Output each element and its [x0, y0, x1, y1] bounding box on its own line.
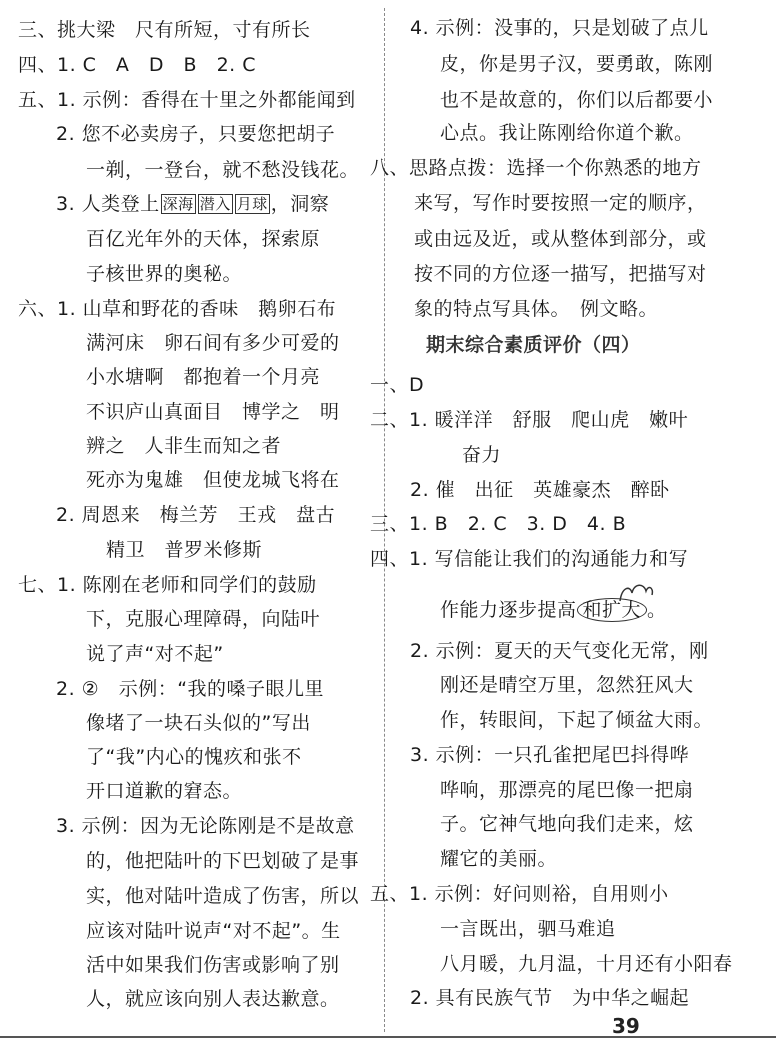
- answer-line: 五、1. 示例：好问则裕，自用则小: [370, 883, 669, 905]
- answer-line: 一剃，一登台，就不愁没钱花。: [86, 159, 360, 181]
- answer-line: 或由远及近，或从整体到部分，或: [414, 228, 707, 250]
- answer-line: 2. ② 示例：“我的嗓子眼儿里: [56, 678, 325, 700]
- answer-line: 4. 示例：没事的，只是划破了点儿: [410, 17, 709, 39]
- answer-line: 按不同的方位逐一描写，把描写对: [414, 263, 707, 285]
- answer-line: 满河床 卵石间有多少可爱的: [86, 332, 340, 354]
- answer-line: 耀它的美丽。: [440, 848, 558, 870]
- answer-line-circled: [440, 598, 667, 622]
- boxed-word: 深海: [162, 195, 194, 213]
- circled-text: 和扩大: [582, 599, 642, 621]
- answer-line: 活中如果我们伤害或影响了别: [86, 954, 340, 976]
- answer-line: 一、D: [370, 374, 425, 396]
- insert-mark-icon: [616, 581, 656, 603]
- answer-line: 皮，你是男子汉，要勇敢，陈刚: [440, 53, 714, 75]
- boxed-word: 月球: [236, 195, 268, 213]
- answer-line: 刚还是晴空万里，忽然狂风大: [440, 674, 694, 696]
- answer-line: 了“我”内心的愧疚和张不: [86, 746, 302, 768]
- answer-line: 三、1. B 2. C 3. D 4. B: [370, 513, 627, 535]
- answer-line: 作，转眼间，下起了倾盆大雨。: [440, 709, 714, 731]
- answer-line: 奋力: [462, 444, 502, 466]
- answer-line: 哗响，那漂亮的尾巴像一把扇: [440, 779, 694, 801]
- answer-line-boxed: [56, 192, 329, 216]
- answer-line: 的，他把陆叶的下巴划破了是事: [86, 850, 360, 872]
- answer-line: 五、1. 示例：香得在十里之外都能闻到: [18, 89, 356, 111]
- answer-line: 2. 您不必卖房子，只要您把胡子: [56, 123, 336, 145]
- answer-line: 应该对陆叶说声“对不起”。生: [86, 920, 341, 942]
- answer-line: 四、1. C A D B 2. C: [18, 54, 257, 76]
- answer-text: 作能力逐步提高: [440, 599, 577, 621]
- section-title: 期末综合素质评价（四）: [426, 334, 641, 356]
- answer-line: 死亦为鬼雄 但使龙城飞将在: [86, 469, 340, 491]
- answer-line: 八、思路点拨：选择一个你熟悉的地方: [370, 157, 702, 179]
- answer-line: 一言既出，驷马难追: [440, 918, 616, 940]
- answer-line: 3. 示例：一只孔雀把尾巴抖得哗: [410, 744, 690, 766]
- answer-line: 百亿光年外的天体，探索原: [86, 228, 321, 250]
- answer-line: 2. 具有民族气节 为中华之崛起: [410, 987, 690, 1009]
- answer-line: 三、挑大梁 尺有所短，寸有所长: [18, 19, 311, 41]
- answer-line: 八月暖，九月温，十月还有小阳春: [440, 953, 733, 975]
- page-number: 39: [612, 1014, 640, 1038]
- answer-line: 来写，写作时要按照一定的顺序，: [414, 192, 707, 214]
- bottom-rule: [0, 1036, 776, 1038]
- answer-line: 开口道歉的窘态。: [86, 780, 243, 802]
- answer-line: 四、1. 写信能让我们的沟通能力和写: [370, 548, 689, 570]
- answer-line: 实，他对陆叶造成了伤害，所以: [86, 885, 360, 907]
- answer-line: 说了声“对不起”: [86, 643, 224, 665]
- answer-line: 人，就应该向别人表达歉意。: [86, 988, 340, 1010]
- answer-line: 也不是故意的，你们以后都要小: [440, 89, 714, 111]
- boxed-word: 潜入: [199, 195, 231, 213]
- answer-line: 心点。我让陈刚给你道个歉。: [440, 122, 694, 144]
- answer-line: 小水塘啊 都抱着一个月亮: [86, 366, 321, 388]
- answer-text: ，洞察: [270, 193, 330, 215]
- answer-line: 不识庐山真面目 博学之 明: [86, 401, 340, 423]
- answer-line: 3. 示例：因为无论陈刚是不是故意: [56, 815, 355, 837]
- answer-line: 子。它神气地向我们走来，炫: [440, 813, 694, 835]
- answer-line: 2. 示例：夏天的天气变化无常，刚: [410, 640, 709, 662]
- answer-line: 精卫 普罗米修斯: [106, 539, 263, 561]
- answer-line: 2. 周恩来 梅兰芳 王戎 盘古: [56, 504, 336, 526]
- answer-line: 辨之 人非生而知之者: [86, 435, 282, 457]
- answer-text: 。: [647, 599, 667, 621]
- answer-line: 2. 催 出征 英雄豪杰 醉卧: [410, 479, 670, 501]
- answer-line: 子核世界的奥秘。: [86, 263, 243, 285]
- circled-word: [577, 598, 648, 622]
- answer-text: 3. 人类登上: [56, 193, 160, 215]
- answer-line: 七、1. 陈刚在老师和同学们的鼓励: [18, 574, 317, 596]
- answer-line: 六、1. 山草和野花的香味 鹅卵石布: [18, 298, 337, 320]
- answer-line: 二、1. 暖洋洋 舒服 爬山虎 嫩叶: [370, 409, 689, 431]
- answer-line: 像堵了一块石头似的”写出: [86, 712, 311, 734]
- answer-line: 象的特点写具体。 例文略。: [414, 298, 659, 320]
- answer-line: 下，克服心理障碍，向陆叶: [86, 608, 321, 630]
